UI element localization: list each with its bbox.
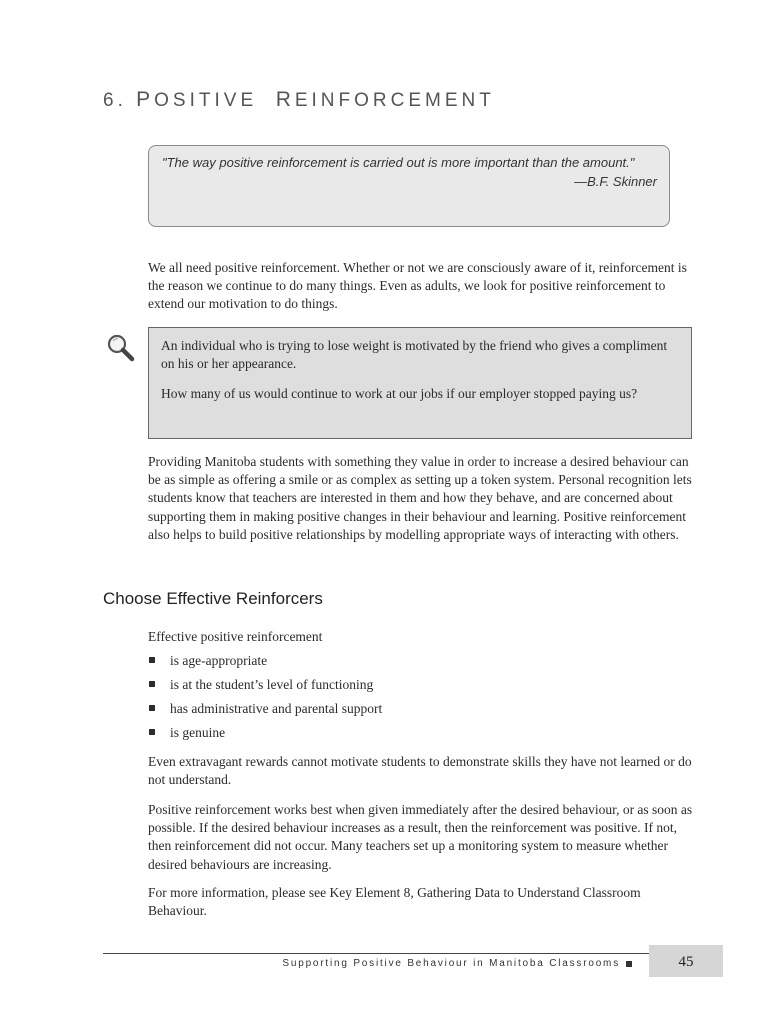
example-line: An individual who is trying to lose weight is motivated by the friend who gives a compliment on his or her appearance. xyxy=(161,338,668,371)
bullet-square-icon xyxy=(149,705,155,711)
bullet-square-icon xyxy=(149,729,155,735)
list-lead: Effective positive reinforcement xyxy=(148,629,323,644)
rewards-paragraph: Even extravagant rewards cannot motivate students to demonstrate skills they have not learned or do not understand. xyxy=(148,754,692,788)
list-item: has administrative and parental support xyxy=(148,700,382,724)
intro-paragraph: We all need positive reinforcement. Whether or not we are consciously aware of it, reinforcement is the reason we continue to do many things. Even as adults, we look for positive reinforcement to extend our motivation to do things. xyxy=(148,260,687,312)
magnifying-glass-icon xyxy=(106,333,136,363)
quote-author: —B.F. Skinner xyxy=(574,174,657,189)
footer-square-icon xyxy=(626,961,632,967)
manitoba-paragraph: Providing Manitoba students with something they value in order to increase a desired behaviour can be as simple as offering a smile or as complex as setting up a token system. Personal recognition lets students know that teachers are interested in them and how they behave, and are concerned about supporting them in making positive changes in their behaviour and learning. Positive reinforcement also helps to build positive relationships by modelling appropriate ways of interacting with others. xyxy=(148,454,692,542)
example-line: How many of us would continue to work at our jobs if our employer stopped paying us? xyxy=(161,386,638,401)
title-rest-positive: OSITIVE xyxy=(154,90,258,111)
footer-title: Supporting Positive Behaviour in Manitoba Classrooms xyxy=(282,958,620,969)
page-number: 45 xyxy=(649,945,723,977)
bullet-square-icon xyxy=(149,681,155,687)
quote-box xyxy=(148,145,670,227)
more-info-paragraph: For more information, please see Key Element 8, Gathering Data to Understand Classroom Behaviour. xyxy=(148,885,641,919)
example-box xyxy=(148,327,692,439)
title-initial-positive: P xyxy=(136,88,155,111)
list-item: is age-appropriate xyxy=(148,652,382,676)
subsection-heading: Choose Effective Reinforcers xyxy=(103,589,323,608)
title-rest-reinforcement: EINFORCEMENT xyxy=(294,90,495,111)
bullet-square-icon xyxy=(149,657,155,663)
footer-rule xyxy=(103,953,649,954)
quote-text: "The way positive reinforcement is carried out is more important than the amount." xyxy=(162,155,635,170)
list-item: is genuine xyxy=(148,724,382,748)
section-title xyxy=(103,88,495,112)
timing-paragraph: Positive reinforcement works best when given immediately after the desired behaviour, or as soon as possible. If the desired behaviour increases as a result, then the reinforcement was positive. If not, then reinforcement did not occur. Many teachers set up a monitoring system to measure whether desired behaviours are increasing. xyxy=(148,802,693,872)
section-number: 6. xyxy=(103,90,127,111)
reinforcer-list xyxy=(148,652,382,748)
list-item: is at the student’s level of functioning xyxy=(148,676,382,700)
title-initial-reinforcement: R xyxy=(275,88,295,111)
